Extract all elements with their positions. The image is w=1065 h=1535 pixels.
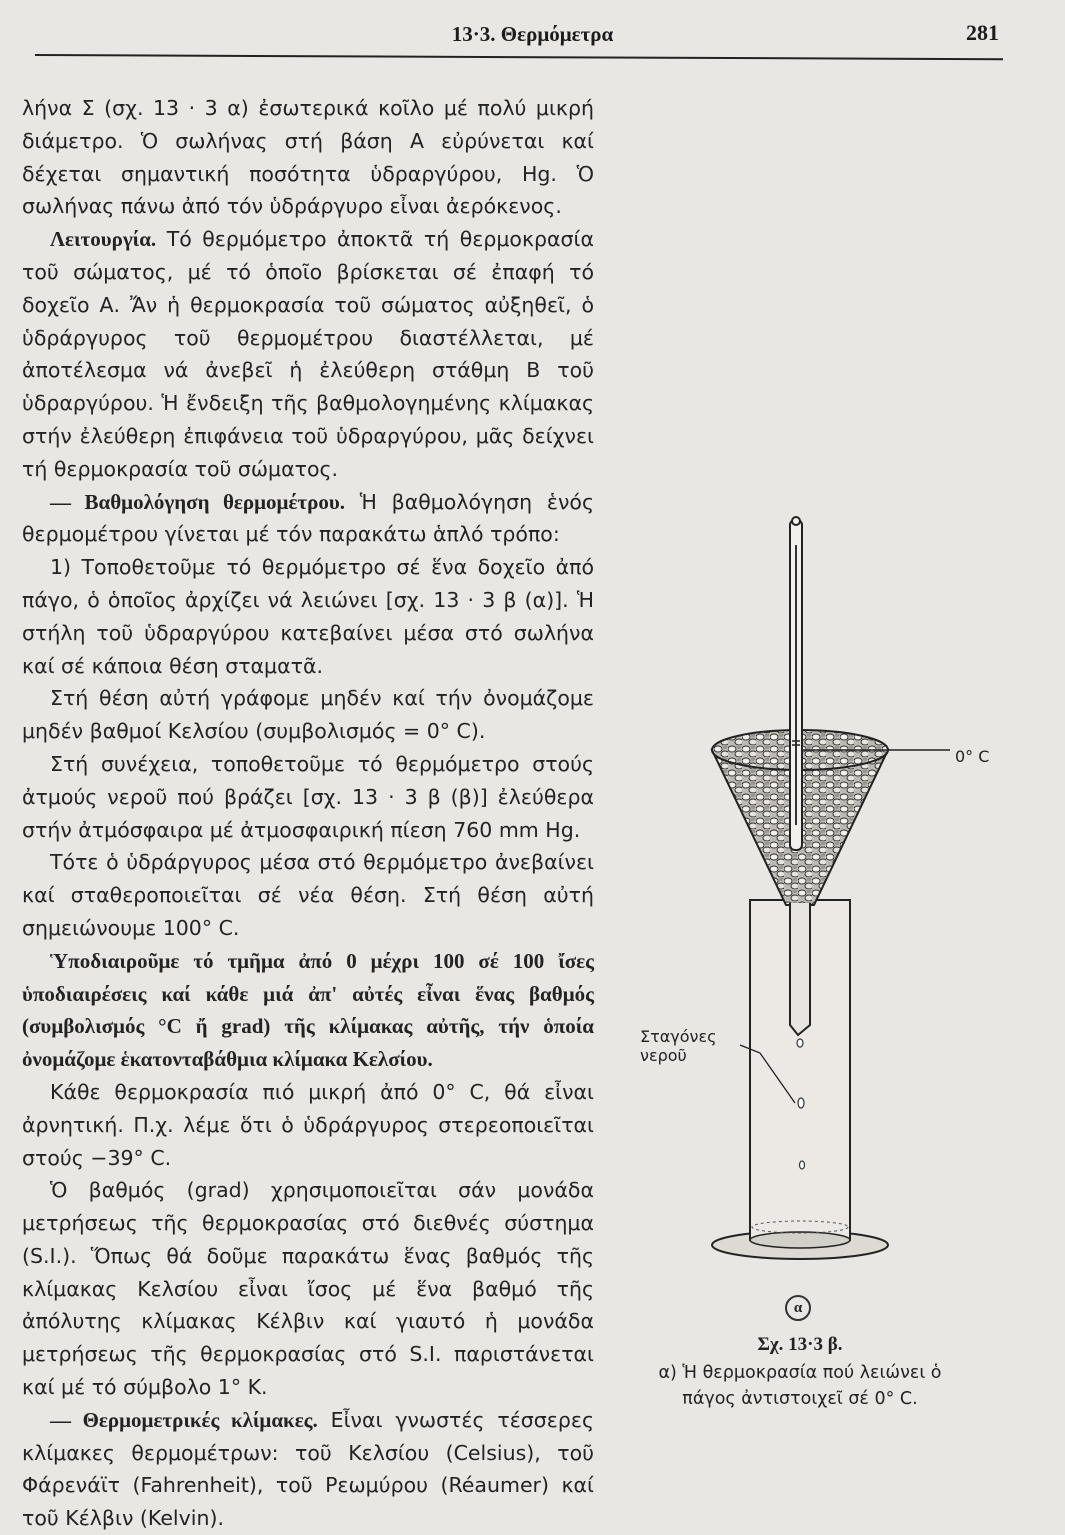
paragraph-scales-text: Εἶναι γνωστές τέσσερες κλίμακες θερμομέτρων: τοῦ Κελσίου (Celsius), τοῦ Φάρενάϊτ (Fahrenheit), τοῦ Ρεωμύρου (Réaumer) καί τοῦ Κέλβιν (Kelvin).	[22, 1407, 594, 1531]
figure-caption-line1: α) Ἡ θερμοκρασία πού λειώνει ὁ	[658, 1363, 942, 1383]
figure-caption	[630, 1360, 970, 1412]
paragraph-negative: Κάθε θερμοκρασία πιό μικρή ἀπό 0° C, θά εἶναι ἀρνητική. Π.χ. λέμε ὅτι ὁ ὑδράργυρος στερεοποιεῖται στούς −39° C.	[22, 1079, 594, 1170]
page-number: 281	[966, 20, 999, 45]
paragraph-steam: Στή συνέχεια, τοποθετοῦμε τό θερμόμετρο στούς ἀτμούς νεροῦ πού βράζει [σχ. 13 · 3 β (β)] ἐλεύθερα στήν ἀτμόσφαιρα μέ ἀτμοσφαιρική πίεση 760 mm Hg.	[22, 751, 594, 842]
paragraph-grad: Ὁ βαθμός (grad) χρησιμοποιεῖται σάν μονάδα μετρήσεως τῆς θερμοκρασίας στό διεθνές σύστημα (S.I.). Ὅπως θά δοῦμε παρακάτω ἕνας βαθμός τῆς κλίμακας Κελσίου εἶναι ἴσος μέ ἕνα βαθμό τῆς ἀπόλυτης κλίμακας Κέλβιν καί γιαυτό ἡ μονάδα μετρήσεως τῆς θερμοκρασίας στό S.I. παριστάνεται καί μέ τό σύμβολο 1° K.	[22, 1178, 594, 1400]
paragraph-calibration	[22, 486, 594, 552]
figure-caption-line2: πάγος ἀντιστοιχεῖ σέ 0° C.	[682, 1389, 918, 1409]
paragraph-operation-text: Τό θερμόμετρο ἀποκτᾶ τή θερμοκρασία τοῦ σώματος, μέ τό ὁποῖο βρίσκεται σέ ἐπαφή τό δοχεῖο Α. Ἄν ἡ θερμοκρασία τοῦ σώματος αὐξηθεῖ, ὁ ὑδράργυρος τοῦ θερμομέτρου διαστέλλεται, μέ ἀποτέλεσμα νά ἀνεβεῖ ἡ ἐλεύθερη στάθμη Β τοῦ ὑδραργύρου. Ἡ ἔνδειξη τῆς βαθμολογημένης κλίμακας στήν ἐλεύθερη ἐπιφάνεια τοῦ ὑδραργύρου, μᾶς δείχνει τή θερμοκρασία τοῦ σώματος.	[22, 227, 594, 481]
running-header-title: 13·3. Θερμόμετρα	[451, 22, 614, 46]
text-column	[22, 92, 594, 1535]
paragraph-step-1: 1) Τοποθετοῦμε τό θερμόμετρο σέ ἕνα δοχεῖο ἀπό πάγο, ὁ ὁποῖος ἀρχίζει νά λειώνει [σχ. 13 · 3 β (α)]. Ἡ στήλη τοῦ ὑδραργύρου κατεβαίνει μέσα στό σωλήνα καί σέ κάποια θέση σταματᾶ.	[22, 555, 594, 678]
figure-caption-title: Σχ. 13·3 β.	[757, 1334, 843, 1355]
heading-calibration: — Βαθμολόγηση θερμομέτρου.	[50, 489, 345, 514]
figure-ice-funnel-thermometer	[630, 505, 1040, 1320]
header-rule	[35, 54, 1003, 60]
paragraph-zero: Στή θέση αὐτή γράφομε μηδέν καί τήν ὀνομάζομε μηδέν βαθμοί Κελσίου (συμβολισμός = 0° C).	[22, 686, 594, 744]
paragraph-1: λήνα Σ (σχ. 13 · 3 α) ἐσωτερικά κοῖλο μέ πολύ μικρή διάμετρο. Ὁ σωλήνας στή βάση Α εὐρύνεται καί δέχεται σημαντική ποσότητα ὑδραργύρου, Hg. Ὁ σωλήνας πάνω ἀπό τόν ὑδράργυρο εἶναι ἀερόκενος.	[22, 96, 594, 219]
heading-scales: — Θερμομετρικές κλίμακες.	[50, 1407, 318, 1432]
thermometer-illustration	[630, 505, 1040, 1320]
water-drops-label-line2: νεροῦ	[640, 1046, 687, 1065]
paragraph-calibration-text: Ἡ βαθμολόγηση ἑνός θερμομέτρου γίνεται μέ τόν παρακάτω ἁπλό τρόπο:	[22, 489, 594, 547]
heading-operation: Λειτουργία.	[50, 227, 157, 252]
water-drops-label	[640, 1027, 717, 1065]
water-drops-label-line1: Σταγόνες	[640, 1027, 717, 1046]
paragraph-scales	[22, 1404, 594, 1535]
paragraph-operation	[22, 223, 594, 485]
panel-letter-badge: α	[785, 1295, 811, 1321]
paragraph-hundred: Τότε ὁ ὑδράργυρος μέσα στό θερμόμετρο ἀνεβαίνει καί σταθεροποιεῖται σέ νέα θέση. Στή θέση αὐτή σημειώνουμε 100° C.	[22, 850, 594, 940]
paragraph-subdivision: Ὑποδιαιροῦμε τό τμῆμα ἀπό 0 μέχρι 100 σέ 100 ἴσες ὑποδιαιρέσεις καί κάθε μιά ἀπ' αὐτές εἶναι ἕνας βαθμός (συμβολισμός °C ἤ grad) τῆς κλίμακας αὐτῆς, τήν ὁποία ὀνομάζομε ἑκατονταβάθμια κλίμακα Κελσίου.	[22, 948, 594, 1072]
zero-degree-label: 0° C	[955, 747, 990, 766]
